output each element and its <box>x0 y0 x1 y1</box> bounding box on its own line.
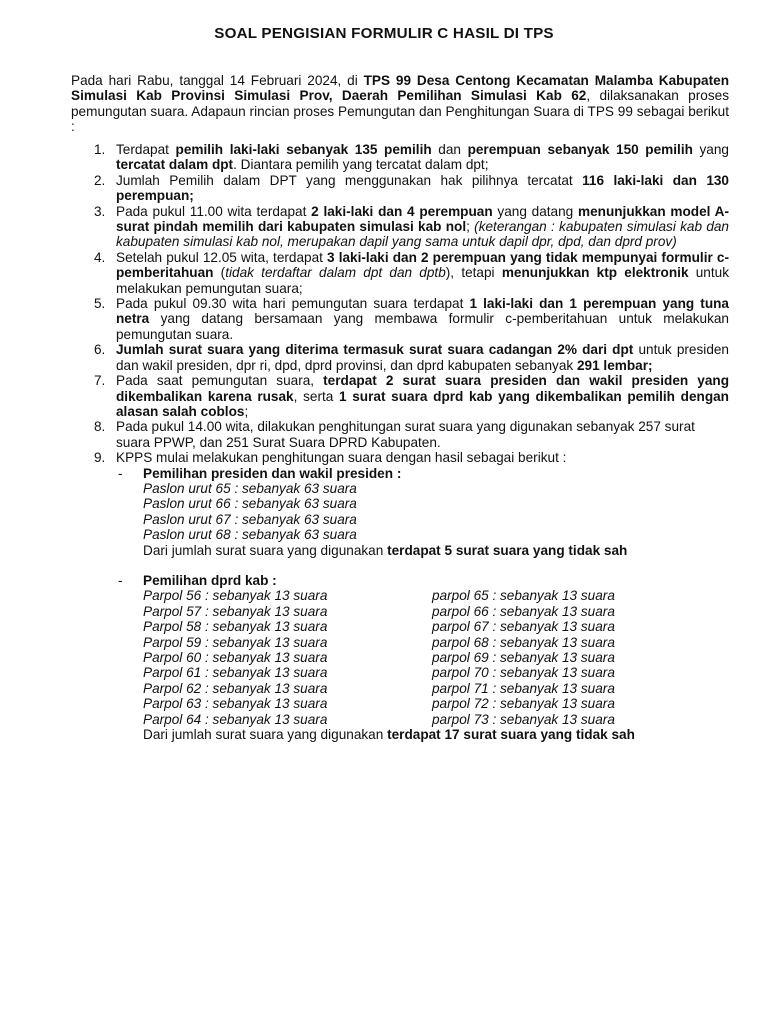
list-item: parpol 71 : sebanyak 13 suara <box>432 680 615 696</box>
bullet-dash: - <box>118 465 123 481</box>
list-item: parpol 69 : sebanyak 13 suara <box>432 650 615 665</box>
list-item: parpol 73 : sebanyak 13 suara <box>432 711 615 727</box>
list-item: Parpol 61 : sebanyak 13 suara <box>143 665 328 681</box>
list-item: parpol 67 : sebanyak 13 suara <box>432 619 615 635</box>
dprd-section <box>71 573 729 742</box>
list-item: Parpol 63 : sebanyak 13 suara <box>143 696 328 712</box>
list-item: Parpol 58 : sebanyak 13 suara <box>143 619 328 635</box>
list-item: parpol 70 : sebanyak 13 suara <box>432 665 615 681</box>
list-item: 7. Pada saat pemungutan suara, terdapat 2 surat suara presiden dan wakil presiden yang dikembalikan karena rusak, serta 1 surat suara dprd kab yang dikembalikan pemilih dengan alasan salah coblos; <box>94 373 729 419</box>
bullet-dash: - <box>118 572 123 588</box>
list-item: 5. Pada pukul 09.30 wita hari pemungutan suara terdapat 1 laki-laki dan 1 perempuan yang tuna netra yang datang bersamaan yang membawa formulir c-pemberitahuan untuk melakukan pemungutan suara. <box>94 296 729 342</box>
list-item: 9. KPPS mulai melakukan penghitungan suara dengan hasil sebagai berikut : <box>94 450 567 466</box>
list-item: parpol 72 : sebanyak 13 suara <box>432 696 615 712</box>
presiden-section <box>71 466 729 558</box>
list-item: Paslon urut 68 : sebanyak 63 suara <box>143 527 357 543</box>
list-item: Parpol 56 : sebanyak 13 suara <box>143 588 328 604</box>
list-item: parpol 65 : sebanyak 13 suara <box>432 588 615 604</box>
document-title: SOAL PENGISIAN FORMULIR C HASIL DI TPS <box>214 25 554 42</box>
section-heading: Pemilihan dprd kab : <box>143 572 277 588</box>
list-item: Parpol 60 : sebanyak 13 suara <box>143 650 328 665</box>
list-item: 2. Jumlah Pemilih dalam DPT yang menggunakan hak pilihnya tercatat 116 laki-laki dan 130 perempuan; <box>94 172 729 204</box>
intro-paragraph: Pada hari Rabu, tanggal 14 Februari 2024, di TPS 99 Desa Centong Kecamatan Malamba Kabupaten Simulasi Kab Provinsi Simulasi Prov, Daerah Pemilihan Simulasi Kab 62, dilaksanakan proses pemungutan suara. Adapaun rincian proses Pemungutan dan Penghitungan Suara di TPS 99 sebagai berikut : <box>71 73 729 135</box>
list-item: Paslon urut 65 : sebanyak 63 suara <box>143 480 357 496</box>
summary-line: Dari jumlah surat suara yang digunakan terdapat 17 surat suara yang tidak sah <box>143 727 635 743</box>
list-item: 8. Pada pukul 14.00 wita, dilakukan penghitungan surat suara yang digunakan sebanyak 257 surat suara PPWP, dan 251 Surat Suara DPRD Kabupaten. <box>94 419 695 450</box>
list-item: Parpol 57 : sebanyak 13 suara <box>143 603 328 619</box>
section-heading: Pemilihan presiden dan wakil presiden : <box>143 465 402 481</box>
list-item: Parpol 62 : sebanyak 13 suara <box>143 680 328 696</box>
summary-line: Dari jumlah surat suara yang digunakan terdapat 5 surat suara yang tidak sah <box>143 542 628 558</box>
list-item: 6. Jumlah surat suara yang diterima termasuk surat suara cadangan 2% dari dpt untuk presiden dan wakil presiden, dpr ri, dpd, dprd provinsi, dan dprd kabupaten sebanyak 291 lembar; <box>94 342 729 373</box>
list-item: Paslon urut 67 : sebanyak 63 suara <box>143 511 357 527</box>
list-item: Parpol 64 : sebanyak 13 suara <box>143 711 328 727</box>
list-item: 4. Setelah pukul 12.05 wita, terdapat 3 laki-laki dan 2 perempuan yang tidak mempunyai formulir c-pemberitahuan (tidak terdaftar dalam dpt dan dptb), tetapi menunjukkan ktp elektronik untuk melakukan pemungutan suara; <box>94 249 729 296</box>
list-item: 3. Pada pukul 11.00 wita terdapat 2 laki-laki dan 4 perempuan yang datang menunjukkan model A-surat pindah memilih dari kabupaten simulasi kab nol; (keterangan : kabupaten simulasi kab dan kabupaten simulasi kab nol, merupakan dapil yang sama untuk dapil dpr, dpd, dan dprd prov) <box>94 203 730 250</box>
numbered-list <box>71 142 729 742</box>
list-item: parpol 66 : sebanyak 13 suara <box>432 603 615 619</box>
list-item: Paslon urut 66 : sebanyak 63 suara <box>143 496 357 512</box>
list-item: parpol 68 : sebanyak 13 suara <box>432 634 615 650</box>
list-item: 1. Terdapat pemilih laki-laki sebanyak 135 pemilih dan perempuan sebanyak 150 pemilih yang tercatat dalam dpt. Diantara pemilih yang tercatat dalam dpt; <box>94 142 729 173</box>
list-item: Parpol 59 : sebanyak 13 suara <box>143 634 328 650</box>
